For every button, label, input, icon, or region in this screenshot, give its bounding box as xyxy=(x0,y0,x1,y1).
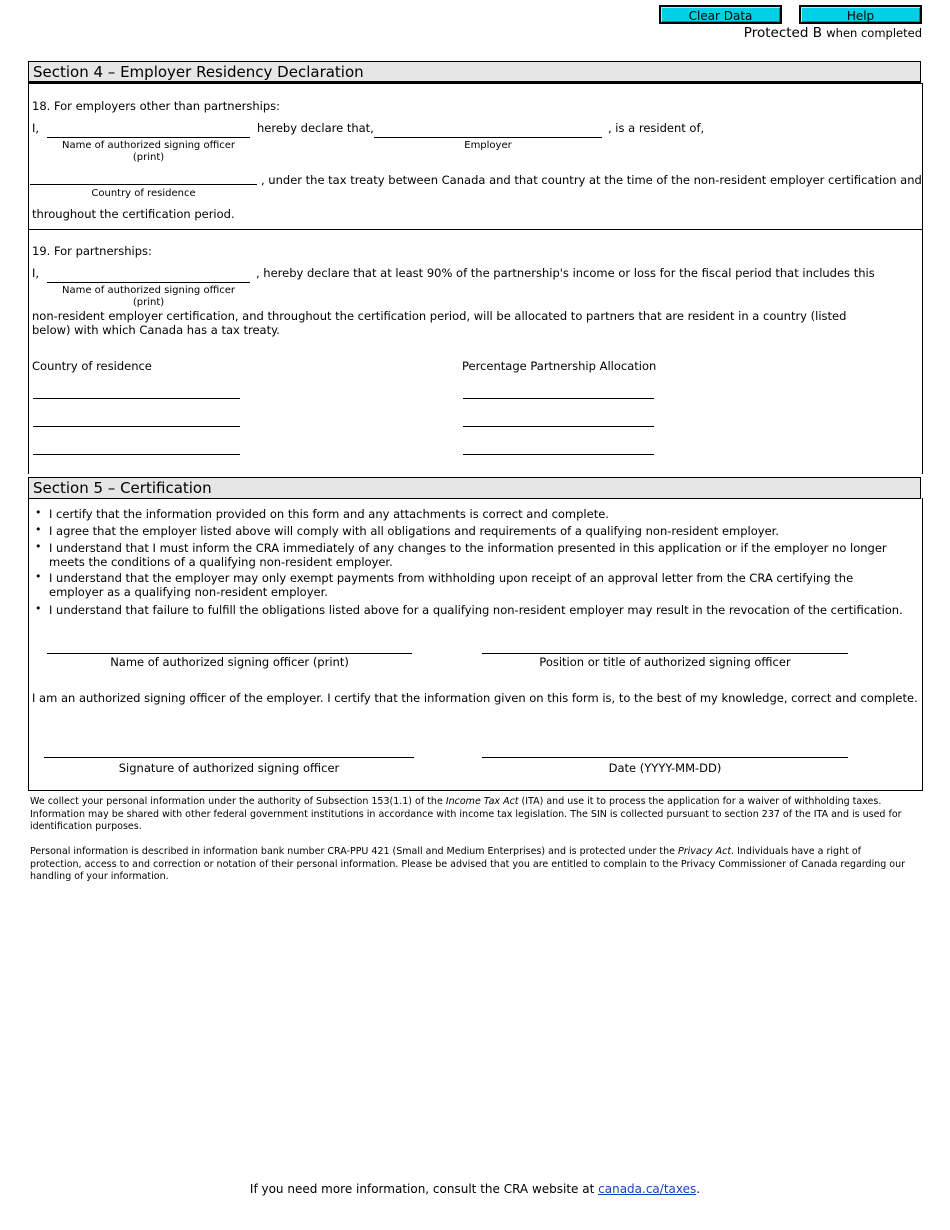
signature-caption: Signature of authorized signing officer xyxy=(118,761,340,775)
privacy-act: Privacy Act xyxy=(678,846,732,857)
section5-title: Section 5 – Certification xyxy=(28,477,921,499)
certification-bullet: • I agree that the employer listed above will comply with all obligations and requirements of a qualifying non-resident employer. xyxy=(49,524,909,538)
q19-country-field-1[interactable] xyxy=(33,398,240,399)
q19-percent-field-2[interactable] xyxy=(463,426,654,427)
section4-divider xyxy=(28,229,922,230)
privacy-notice-1 xyxy=(30,796,910,834)
q19-continuation: non-resident employer certification, and throughout the certification period, will be allocated to partners that are resident in a country (listed below) with which Canada has a tax treaty. xyxy=(32,309,847,337)
officer-position-field[interactable] xyxy=(482,653,848,654)
q19-country-field-2[interactable] xyxy=(33,426,240,427)
certification-bullet: • I understand that I must inform the CRA immediately of any changes to the information presented in this application or if the employer no longer meets the conditions of a qualifying non-resident employer. xyxy=(49,541,909,569)
certification-statement: I am an authorized signing officer of the employer. I certify that the information given on this form is, to the best of my knowledge, correct and complete. xyxy=(32,691,918,705)
cra-website-link[interactable]: canada.ca/taxes xyxy=(598,1182,697,1196)
section4-title: Section 4 – Employer Residency Declaration xyxy=(28,61,921,83)
income-tax-act: Income Tax Act xyxy=(445,796,519,807)
q18-period-text: throughout the certification period. xyxy=(32,207,235,221)
footer-end: . xyxy=(696,1182,701,1196)
date-field[interactable] xyxy=(482,757,848,758)
protected-suffix: when completed xyxy=(826,26,922,40)
privacy-text: Personal information is described in information bank number CRA-PPU 421 (Small and Medium Enterprises) and is protected under the xyxy=(30,846,679,857)
certification-bullet: • I certify that the information provided on this form and any attachments is correct and complete. xyxy=(49,507,909,521)
q18-employer-caption: Employer xyxy=(464,140,512,151)
officer-name-field[interactable] xyxy=(47,653,412,654)
protected-main: Protected B xyxy=(743,25,822,41)
q18-employer-field[interactable] xyxy=(374,137,602,138)
q19-country-field-3[interactable] xyxy=(33,454,240,455)
q18-resident-text: , is a resident of, xyxy=(608,121,705,135)
q18-i-label: I, xyxy=(32,121,40,135)
q19-declare-text: , hereby declare that at least 90% of the partnership's income or loss for the fiscal period that includes this xyxy=(256,266,875,280)
help-button[interactable]: Help xyxy=(799,5,922,24)
privacy-text: . Individuals have a right of protection, access to and correction or notation of their personal information. Please be advised that you are entitled to complain to the Privacy Commissioner of Canada regarding our handling of your information. xyxy=(30,846,906,882)
clear-data-button[interactable]: Clear Data xyxy=(659,5,782,24)
q18-country-field[interactable] xyxy=(30,184,257,185)
signature-field[interactable] xyxy=(44,757,414,758)
certification-bullet: • I understand that the employer may only exempt payments from withholding upon receipt of an approval letter from the CRA certifying the employer as a qualifying non-resident employer. xyxy=(49,571,909,599)
certification-bullet: • I understand that failure to fulfill the obligations listed above for a qualifying non-resident employer may result in the revocation of the certification. xyxy=(49,603,909,617)
q18-heading: 18. For employers other than partnerships: xyxy=(32,99,281,113)
protected-b-label xyxy=(744,25,922,41)
q18-treaty-text: , under the tax treaty between Canada and that country at the time of the non-resident employer certification and xyxy=(261,173,922,187)
date-caption: Date (YYYY-MM-DD) xyxy=(608,761,722,775)
q18-officer-field[interactable] xyxy=(47,137,250,138)
q19-percent-field-3[interactable] xyxy=(463,454,654,455)
q19-col-percent: Percentage Partnership Allocation xyxy=(462,359,657,373)
privacy-text: We collect your personal information under the authority of Subsection 153(1.1) of the xyxy=(30,796,446,807)
privacy-notice-2 xyxy=(30,846,910,884)
footer-text: If you need more information, consult the CRA website at xyxy=(249,1182,599,1196)
officer-position-caption: Position or title of authorized signing officer xyxy=(539,655,791,669)
q19-col-country: Country of residence xyxy=(32,359,152,373)
footer xyxy=(0,1182,950,1196)
q19-officer-field[interactable] xyxy=(47,282,250,283)
q19-i-label: I, xyxy=(32,266,40,280)
officer-name-caption: Name of authorized signing officer (print) xyxy=(110,655,349,669)
q19-officer-caption: Name of authorized signing officer (print) xyxy=(61,285,236,308)
q18-officer-caption: Name of authorized signing officer (print) xyxy=(61,140,236,163)
q18-country-caption: Country of residence xyxy=(91,188,196,199)
privacy-text: (ITA) and use it to process the application for a waiver of withholding taxes. Information may be shared with other federal government institutions in accordance with income tax legislation. The SIN is collected pursuant to section 237 of the ITA and is used for identification purposes. xyxy=(30,796,902,832)
q18-declare-text: hereby declare that, xyxy=(257,121,374,135)
q19-heading: 19. For partnerships: xyxy=(32,244,152,258)
q19-percent-field-1[interactable] xyxy=(463,398,654,399)
